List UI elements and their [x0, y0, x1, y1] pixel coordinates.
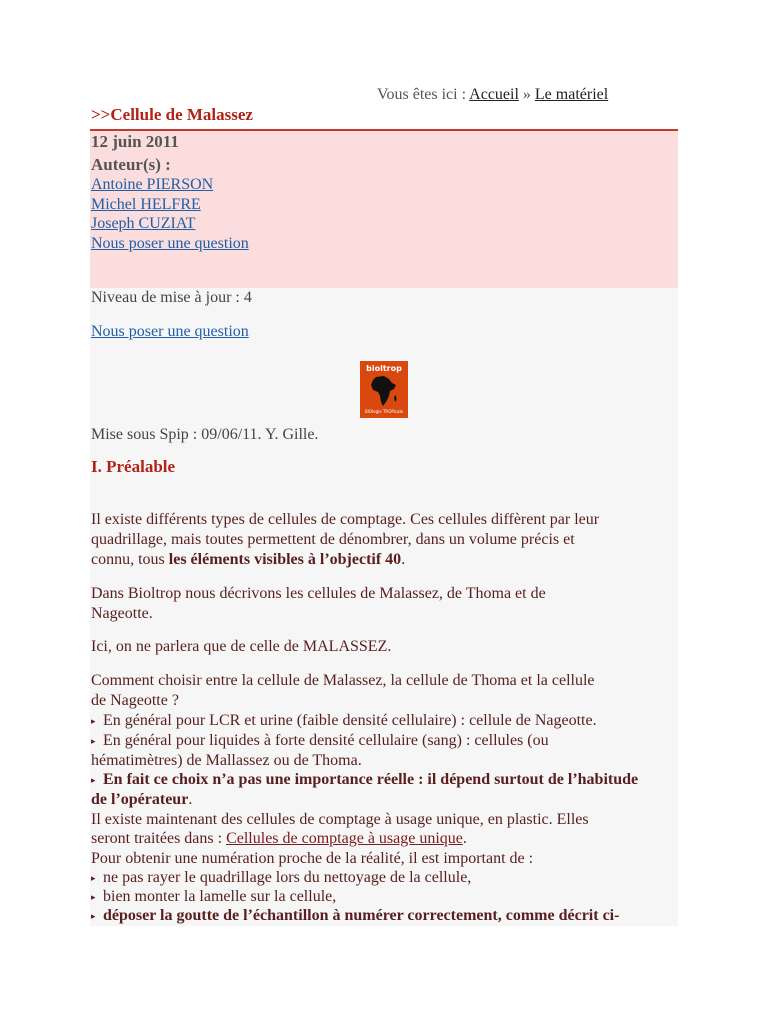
- logo-subtitle: BIOlogie TROPicale: [364, 409, 404, 414]
- bullet-icon: ▸: [91, 736, 96, 746]
- list-item: [91, 731, 549, 751]
- text-segment: .: [188, 791, 193, 808]
- breadcrumb-prefix: Vous êtes ici :: [377, 86, 470, 103]
- bullet-icon: ▸: [91, 716, 96, 726]
- text-segment: .: [401, 551, 406, 568]
- text-segment: .: [462, 830, 467, 847]
- page-title: >>Cellule de Malassez: [91, 105, 253, 124]
- paragraph-line: Il existe différents types de cellules de comptage. Ces cellules diffèrent par leur: [91, 511, 600, 528]
- bioltrop-logo[interactable]: [360, 361, 408, 418]
- list-item-text: ne pas rayer le quadrillage lors du nettoyage de la cellule,: [103, 869, 472, 886]
- bullet-icon: ▸: [91, 873, 96, 883]
- list-item: [91, 906, 619, 926]
- article-date: 12 juin 2011: [91, 132, 179, 151]
- emphasis-text: les éléments visibles à l’objectif 40: [168, 551, 402, 568]
- paragraph-line: Il existe maintenant des cellules de comptage à usage unique, en plastic. Elles: [91, 811, 589, 828]
- list-item-text: En fait ce choix n’a pas une importance réelle : il dépend surtout de l’habitude: [103, 771, 639, 788]
- list-item: [91, 868, 471, 888]
- list-item-text: En général pour liquides à forte densité cellulaire (sang) : cellules (ou: [103, 732, 549, 749]
- paragraph-line: Nageotte.: [91, 605, 153, 622]
- paragraph-line: de Nageotte ?: [91, 692, 179, 709]
- list-item-text: bien monter la lamelle sur la cellule,: [103, 888, 337, 905]
- bullet-icon: ▸: [91, 892, 96, 902]
- paragraph-line: quadrillage, mais toutes permettent de dénombrer, dans un volume précis et: [91, 531, 575, 548]
- emphasis-text: de l’opérateur: [91, 791, 189, 808]
- list-item-text: En général pour LCR et urine (faible densité cellulaire) : cellule de Nageotte.: [103, 712, 597, 729]
- author-link-pierson[interactable]: Antoine PIERSON: [91, 176, 214, 193]
- disposable-cells-link[interactable]: Cellules de comptage à usage unique: [226, 830, 463, 847]
- breadcrumb-separator: »: [518, 86, 535, 103]
- section-heading-prealable: I. Préalable: [91, 457, 176, 476]
- paragraph-line: Comment choisir entre la cellule de Malassez, la cellule de Thoma et la cellule: [91, 672, 595, 689]
- paragraph-line: Dans Bioltrop nous décrivons les cellules de Malassez, de Thoma et de: [91, 585, 546, 602]
- list-item-continuation: [91, 790, 192, 810]
- breadcrumb-current-link[interactable]: Le matériel: [534, 86, 609, 103]
- bullet-icon: ▸: [91, 911, 96, 921]
- paragraph-line: [91, 550, 405, 570]
- africa-map-icon: [370, 375, 398, 407]
- breadcrumb: [377, 86, 608, 104]
- bullet-icon: ▸: [91, 775, 96, 785]
- author-link-cuziat[interactable]: Joseph CUZIAT: [91, 215, 196, 232]
- text-segment: seront traitées dans :: [91, 830, 227, 847]
- list-item: [91, 887, 336, 907]
- logo-name: bioltrop: [366, 364, 402, 373]
- spip-note: Mise sous Spip : 09/06/11. Y. Gille.: [91, 426, 319, 443]
- text-segment: connu, tous: [91, 551, 169, 568]
- paragraph-line: Pour obtenir une numération proche de la réalité, il est important de :: [91, 850, 534, 867]
- list-item: [91, 711, 597, 731]
- question-link-meta[interactable]: Nous poser une question: [91, 235, 249, 252]
- list-item-continuation: hématimètres) de Mallassez ou de Thoma.: [91, 752, 362, 769]
- list-item-text: déposer la goutte de l’échantillon à numérer correctement, comme décrit ci-: [103, 907, 620, 924]
- author-link-helfre[interactable]: Michel HELFRE: [91, 196, 201, 213]
- list-item: [91, 770, 638, 790]
- breadcrumb-home-link[interactable]: Accueil: [469, 86, 519, 103]
- paragraph-line: Ici, on ne parlera que de celle de MALASSEZ.: [91, 638, 392, 655]
- update-level: Niveau de mise à jour : 4: [91, 289, 252, 306]
- question-link[interactable]: Nous poser une question: [91, 323, 249, 340]
- authors-label: Auteur(s) :: [91, 155, 171, 174]
- paragraph-line: [91, 829, 467, 849]
